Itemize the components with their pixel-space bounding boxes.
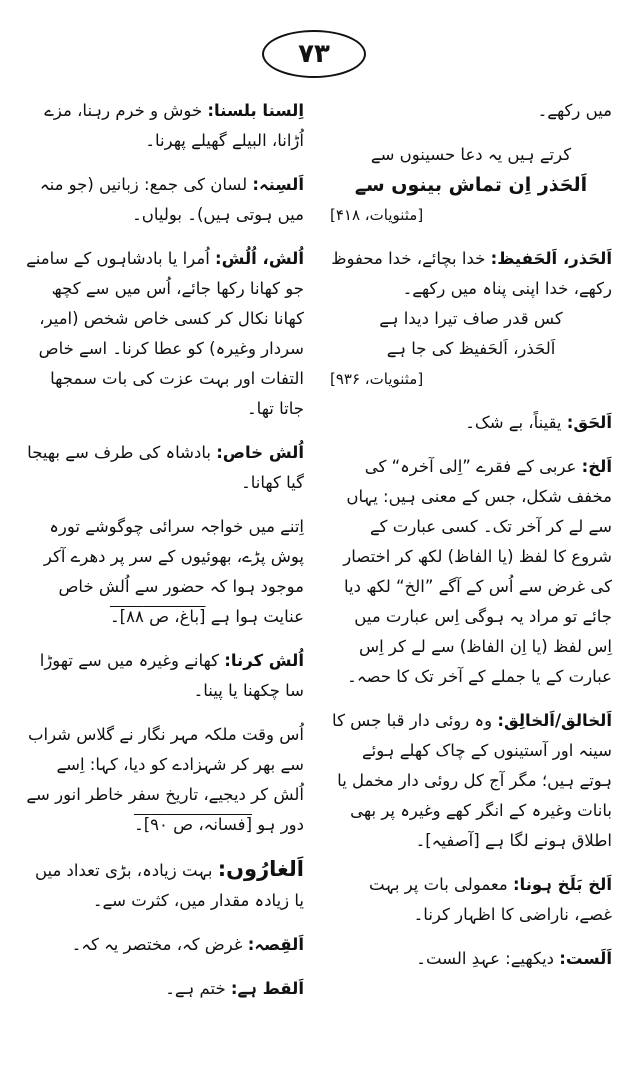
headword: اَلقِصہ: bbox=[247, 935, 304, 954]
headword: اَلَست: bbox=[559, 949, 612, 968]
quotation bbox=[22, 512, 304, 632]
page-number-text: ۷۳ bbox=[298, 39, 330, 69]
entry-alhaq bbox=[330, 408, 612, 438]
entry-alqat bbox=[22, 974, 304, 1004]
definition: اُمرا یا بادشاہوں کے سامنے جو کھانا رکھا جائے، اُس میں سے کچھ کھانا نکال کر کسی خاص شخص (امیر، سردار وغیرہ) کو عطا کرنا۔ اسے خاص التفات اور بہت عزت کی بات سمجھا جاتا تھا۔ bbox=[26, 249, 304, 418]
entry-alakh-balakh bbox=[330, 870, 612, 930]
headword: اَلحَق: bbox=[566, 413, 612, 432]
entry-alqissa bbox=[22, 930, 304, 960]
entry-ulush-khas bbox=[22, 438, 304, 498]
entry-ilsana-bilsana bbox=[22, 96, 304, 156]
headword: اَلخالق/اَلخالِق: bbox=[497, 711, 612, 730]
definition: خوش و خرم رہنا، مزے اُڑانا، البیلے گھیلے پھرنا۔ bbox=[44, 101, 304, 150]
headword: اَلقط ہے: bbox=[230, 979, 304, 998]
headword: اَلخ: bbox=[581, 457, 612, 476]
definition: وہ روئی دار قبا جس کا سینہ اور آستینوں کے چاک کھلے ہوئے ہوتے ہیں؛ مگر آج کل روئی دار مخمل یا بانات وغیرہ کے انگر کھے وغیرہ پر بھی اطلاق ہونے لگا ہے [آصفیہ]۔ bbox=[332, 711, 612, 850]
headword: اَلحَذر، اَلحَفیظ: bbox=[490, 249, 612, 268]
definition: کھانے وغیرہ میں سے تھوڑا سا چکھنا یا پینا۔ bbox=[39, 651, 304, 700]
left-column bbox=[22, 96, 304, 1018]
definition: لسان کی جمع: زبانیں (جو منہ میں ہوتی ہیں)۔ بولیاں۔ bbox=[39, 175, 304, 224]
quotation-text: اُس وقت ملکہ مہر نگار نے گلاس شراب سے بھر کر شہزادے کو دیا، کہا: اِسے اُلش کر دیجیے، تاریخ سفر خاطر انور سے دور ہو bbox=[26, 725, 304, 834]
definition: یقیناً، بے شک۔ bbox=[465, 413, 562, 432]
definition: دیکھیے: عہدِ الست۔ bbox=[416, 949, 555, 968]
verse-line-headword: اَلحَذر اِن تماش بینوں سے bbox=[354, 174, 588, 196]
headword: اَلخ بَلَخ ہونا: bbox=[512, 875, 612, 894]
definition: معمولی بات پر بہت غصے، ناراضی کا اظہار کرنا۔ bbox=[369, 875, 612, 924]
entry-alakh bbox=[330, 452, 612, 692]
definition: خدا بچائے، خدا محفوظ رکھے، خدا اپنی پناہ میں رکھے۔ bbox=[331, 249, 612, 298]
headword: اَلغارُوں: bbox=[217, 857, 304, 881]
definition: بادشاہ کی طرف سے بھیجا گیا کھانا۔ bbox=[27, 443, 304, 492]
entry-alkhaliq bbox=[330, 706, 612, 856]
headword: اَلسِنہ: bbox=[252, 175, 304, 194]
entry-alsina bbox=[22, 170, 304, 230]
quotation-reference: [باغ، ص ۸۸]۔ bbox=[109, 607, 206, 626]
entry-ulush bbox=[22, 244, 304, 424]
entry-alast bbox=[330, 944, 612, 974]
verse-line: کس قدر صاف تیرا دیدا ہے bbox=[379, 309, 563, 328]
page-number bbox=[262, 30, 366, 78]
quotation-reference: [فسانہ، ص ۹۰]۔ bbox=[134, 815, 253, 834]
reference: [مثنویات، ۴۱۸] bbox=[330, 206, 424, 224]
headword: اُلش خاص: bbox=[216, 443, 304, 462]
right-column bbox=[330, 96, 612, 988]
headword: اُلش، اُلُش: bbox=[215, 249, 304, 268]
verse-line: اَلحَذر، اَلحَفیظ کی جا ہے bbox=[386, 339, 556, 358]
definition: غرض کہ، مختصر یہ کہ۔ bbox=[71, 935, 243, 954]
reference: [مثنویات، ۹۳۶] bbox=[330, 370, 424, 388]
definition: بہت زیادہ، بڑی تعداد میں یا زیادہ مقدار میں، کثرت سے۔ bbox=[34, 861, 304, 910]
headword: اِلسنا بلسنا: bbox=[207, 101, 304, 120]
definition: ختم ہے۔ bbox=[165, 979, 226, 998]
entry-continuation: میں رکھے۔ bbox=[537, 101, 612, 120]
quotation-text: اِتنے میں خواجہ سرائی چوگوشے تورہ پوش پڑے، بھوئیوں کے سر پر دھرے آکر موجود ہوا کہ حضور سے اُلش خاص عنایت ہوا ہے bbox=[43, 517, 304, 626]
entry-alhazar bbox=[330, 244, 612, 304]
definition: عربی کے فقرے ”اِلی آخرہ“ کی مخفف شکل، جس کے معنی ہیں: یہاں سے لے کر آخر تک۔ کسی عبارت کے شروع کا لفظ (یا الفاظ) لکھ کر اختصار کی غرض سے اُس کے آگے ”الخ“ لکھ دیا جائے تو مراد یہ ہوگی اِس عبارت میں اِس لفظ (یا اِن الفاظ) سے لے کر اِس عبارت کے یا جملے کے آخر تک کا حصہ۔ bbox=[343, 457, 612, 686]
entry-algharun bbox=[22, 854, 304, 916]
verse-line: کرتے ہیں یہ دعا حسینوں سے bbox=[370, 145, 572, 164]
quotation bbox=[22, 720, 304, 840]
headword: اُلش کرنا: bbox=[224, 651, 304, 670]
entry-ulush-karna bbox=[22, 646, 304, 706]
